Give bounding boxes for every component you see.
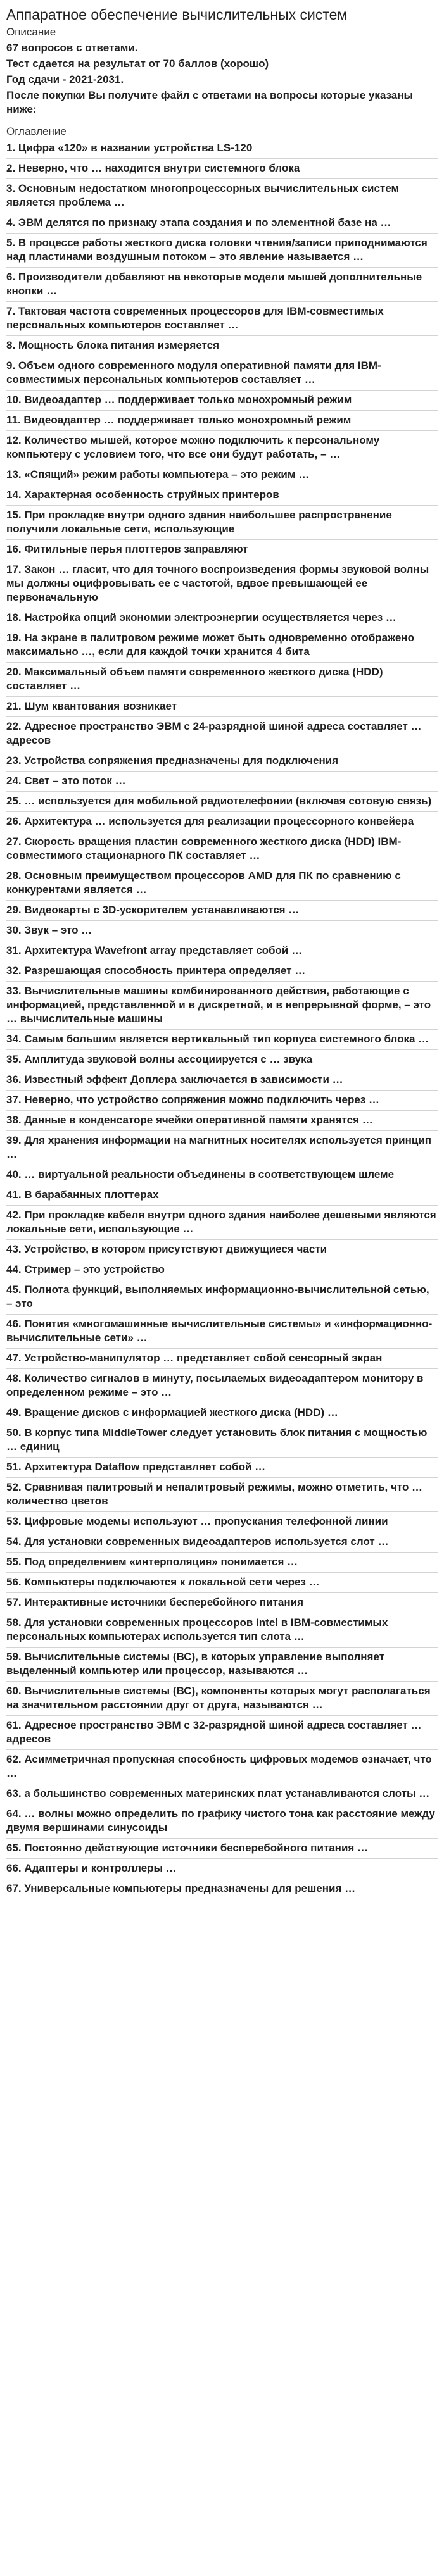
question-item: 36. Известный эффект Доплера заключается в зависимости … xyxy=(6,1070,438,1091)
description-line: Тест сдается на результат от 70 баллов (хорошо) xyxy=(6,58,269,70)
question-item: 47. Устройство-манипулятор … представляет собой сенсорный экран xyxy=(6,1349,438,1369)
question-item: 8. Мощность блока питания измеряется xyxy=(6,336,438,356)
question-item: 15. При прокладке внутри одного здания наибольшее распространение получили локальные сети, использующие xyxy=(6,506,438,540)
question-item: 48. Количество сигналов в минуту, посылаемых видеоадаптером монитору в определенном режиме – это … xyxy=(6,1369,438,1403)
question-item: 65. Постоянно действующие источники бесперебойного питания … xyxy=(6,1839,438,1859)
question-item: 38. Данные в конденсаторе ячейки оперативной памяти хранятся … xyxy=(6,1111,438,1131)
description-line: Год сдачи - 2021-2031. xyxy=(6,73,124,85)
question-item: 35. Амплитуда звуковой волны ассоциируется с … звука xyxy=(6,1050,438,1070)
question-item: 55. Под определением «интерполяция» понимается … xyxy=(6,1553,438,1573)
question-item: 34. Самым большим является вертикальный тип корпуса системного блока … xyxy=(6,1030,438,1050)
question-item: 37. Неверно, что устройство сопряжения можно подключить через … xyxy=(6,1091,438,1111)
question-item: 1. Цифра «120» в названии устройства LS-120 xyxy=(6,139,438,159)
question-item: 21. Шум квантования возникает xyxy=(6,697,438,717)
question-item: 30. Звук – это … xyxy=(6,921,438,941)
question-item: 19. На экране в палитровом режиме может быть одновременно отображено максимально …, если для каждой точки хранится 4 бита xyxy=(6,628,438,663)
question-item: 27. Скорость вращения пластин современного жесткого диска (HDD) IBM-совместимого стационарного ПК составляет … xyxy=(6,832,438,866)
question-item: 32. Разрешающая способность принтера определяет … xyxy=(6,961,438,982)
toc-label: Оглавление xyxy=(6,125,67,137)
question-item: 49. Вращение дисков с информацией жесткого диска (HDD) … xyxy=(6,1403,438,1423)
question-item: 12. Количество мышей, которое можно подключить к персональному компьютеру с условием того, что все они будут работать, – … xyxy=(6,431,438,465)
question-item: 54. Для установки современных видеоадаптеров используется слот … xyxy=(6,1532,438,1553)
question-item: 51. Архитектура Dataflow представляет собой … xyxy=(6,1458,438,1478)
question-item: 43. Устройство, в котором присутствуют движущиеся части xyxy=(6,1240,438,1260)
question-item: 52. Сравнивая палитровый и непалитровый режимы, можно отметить, что … количество цветов xyxy=(6,1478,438,1512)
question-item: 10. Видеоадаптер … поддерживает только монохромный режим xyxy=(6,391,438,411)
question-item: 23. Устройства сопряжения предназначены для подключения xyxy=(6,751,438,772)
question-item: 46. Понятия «многомашинные вычислительные системы» и «информационно-вычислительные сети» … xyxy=(6,1315,438,1349)
question-item: 50. В корпус типа MiddleTower следует установить блок питания с мощностью … единиц xyxy=(6,1423,438,1458)
question-item: 11. Видеоадаптер … поддерживает только монохромный режим xyxy=(6,411,438,431)
description-line: После покупки Вы получите файл с ответами на вопросы которые указаны ниже: xyxy=(6,89,413,115)
page-title: Аппаратное обеспечение вычислительных систем xyxy=(6,6,348,23)
question-item: 40. … виртуальной реальности объединены в соответствующем шлеме xyxy=(6,1165,438,1185)
question-item: 67. Универсальные компьютеры предназначены для решения … xyxy=(6,1882,356,1894)
question-item: 63. а большинство современных материнских плат устанавливаются слоты … xyxy=(6,1784,438,1804)
question-item: 25. … используется для мобильной радиотелефонии (включая сотовую связь) xyxy=(6,792,438,812)
question-item: 20. Максимальный объем памяти современного жесткого диска (HDD) составляет … xyxy=(6,663,438,697)
question-list xyxy=(6,139,438,1899)
question-item: 45. Полнота функций, выполняемых информационно-вычислительной сетью, – это xyxy=(6,1280,438,1315)
question-item: 2. Неверно, что … находится внутри системного блока xyxy=(6,159,438,179)
question-item: 29. Видеокарты с 3D-ускорителем устанавливаются … xyxy=(6,901,438,921)
question-item: 7. Тактовая частота современных процессоров для IBM-совместимых персональных компьютеров составляет … xyxy=(6,302,438,336)
question-item: 24. Свет – это поток … xyxy=(6,772,438,792)
question-item: 17. Закон … гласит, что для точного воспроизведения формы звуковой волны мы должны оцифровывать ее с частотой, вдвое превышающей ее первоначальную xyxy=(6,560,438,608)
question-item: 60. Вычислительные системы (ВС), компоненты которых могут располагаться на значительном расстоянии друг от друга, называются … xyxy=(6,1682,438,1716)
question-item: 66. Адаптеры и контроллеры … xyxy=(6,1859,438,1879)
question-item: 16. Фитильные перья плоттеров заправляют xyxy=(6,540,438,560)
question-item: 6. Производители добавляют на некоторые модели мышей дополнительные кнопки … xyxy=(6,268,438,302)
question-item: 31. Архитектура Wavefront array представляет собой … xyxy=(6,941,438,961)
question-item: 5. В процессе работы жесткого диска головки чтения/записи приподнимаются над пластинами воздушным потоком – это явление называется … xyxy=(6,234,438,268)
question-item: 44. Стример – это устройство xyxy=(6,1260,438,1280)
question-item: 62. Асимметричная пропускная способность цифровых модемов означает, что … xyxy=(6,1750,438,1784)
question-item: 26. Архитектура … используется для реализации процессорного конвейера xyxy=(6,812,438,832)
question-item: 58. Для установки современных процессоров Intel в IBM-совместимых персональных компьютерах используется тип слота … xyxy=(6,1613,438,1648)
question-item: 4. ЭВМ делятся по признаку этапа создания и по элементной базе на … xyxy=(6,213,438,234)
question-item: 3. Основным недостатком многопроцессорных вычислительных систем является проблема … xyxy=(6,179,438,213)
question-item: 61. Адресное пространство ЭВМ с 32-разрядной шиной адреса составляет … адресов xyxy=(6,1716,438,1750)
question-item: 53. Цифровые модемы используют … пропускания телефонной линии xyxy=(6,1512,438,1532)
question-item: 9. Объем одного современного модуля оперативной памяти для IBM-совместимых персональных компьютеров составляет … xyxy=(6,356,438,391)
question-item: 13. «Спящий» режим работы компьютера – это режим … xyxy=(6,465,438,485)
question-item: 56. Компьютеры подключаются к локальной сети через … xyxy=(6,1573,438,1593)
question-item: 42. При прокладке кабеля внутри одного здания наиболее дешевыми являются локальные сети, использующие … xyxy=(6,1206,438,1240)
question-item: 39. Для хранения информации на магнитных носителях используется принцип … xyxy=(6,1131,438,1165)
question-item: 59. Вычислительные системы (ВС), в которых управление выполняет выделенный компьютер или процессор, называются … xyxy=(6,1648,438,1682)
question-item: 41. В барабанных плоттерах xyxy=(6,1185,438,1206)
question-item: 64. … волны можно определить по графику чистого тона как расстояние между двумя вершинами синусоиды xyxy=(6,1804,438,1839)
question-item: 57. Интерактивные источники бесперебойного питания xyxy=(6,1593,438,1613)
description-label: Описание xyxy=(6,26,56,38)
question-item: 14. Характерная особенность струйных принтеров xyxy=(6,485,438,506)
description-line: 67 вопросов с ответами. xyxy=(6,42,138,54)
question-item: 22. Адресное пространство ЭВМ с 24-разрядной шиной адреса составляет … адресов xyxy=(6,717,438,751)
description-block xyxy=(6,41,438,116)
question-item: 18. Настройка опций экономии электроэнергии осуществляется через … xyxy=(6,608,438,628)
question-item: 33. Вычислительные машины комбинированного действия, работающие с информацией, представленной и в дискретной, и в непрерывной форме, – это … вычислительные машины xyxy=(6,982,438,1030)
question-item: 28. Основным преимуществом процессоров AMD для ПК по сравнению с конкурентами является … xyxy=(6,866,438,901)
